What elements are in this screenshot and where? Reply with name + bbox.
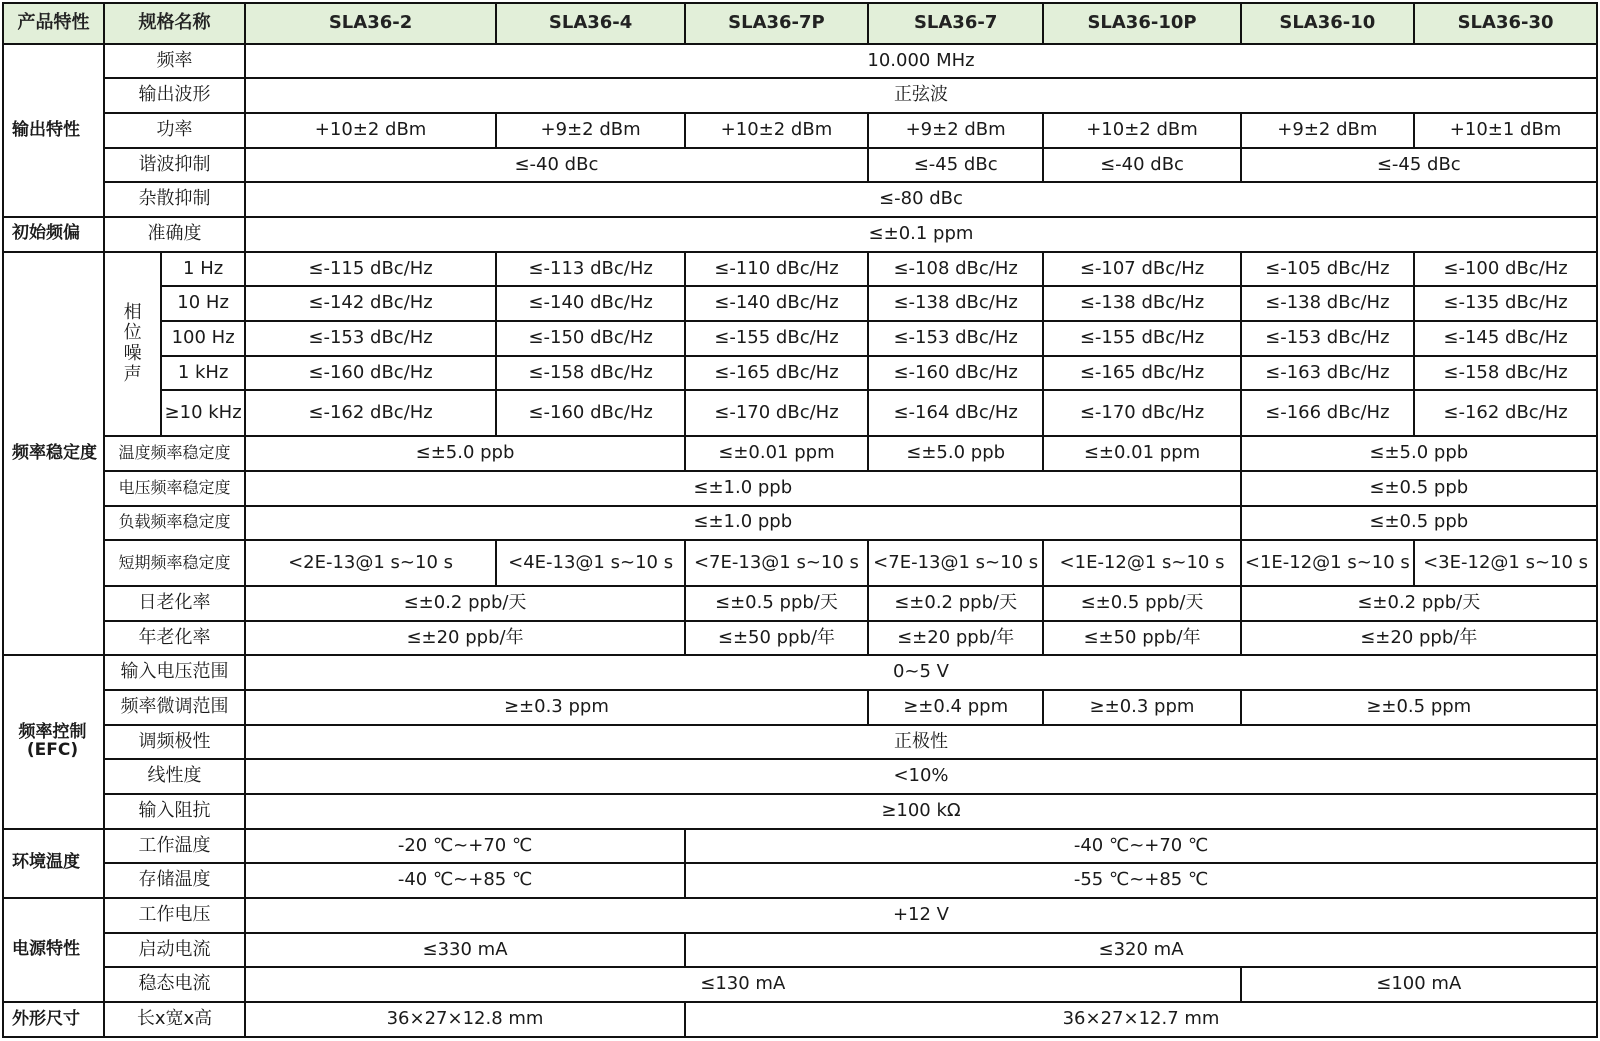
spec-label: 短期频率稳定度: [104, 540, 245, 586]
spec-value: ≤330 mA: [245, 933, 685, 968]
header-model: SLA36-4: [496, 3, 685, 44]
spec-value: ≤-162 dBc/Hz: [1414, 390, 1597, 436]
offset-label: 1 Hz: [161, 252, 245, 287]
spec-value: <3E-12@1 s~10 s: [1414, 540, 1597, 586]
spec-value: ≤±5.0 ppb: [868, 436, 1044, 471]
spec-value: 0~5 V: [245, 655, 1597, 690]
spec-value: ≤-158 dBc/Hz: [496, 356, 685, 391]
spec-value: ≤±0.5 ppb: [1241, 471, 1597, 506]
spec-value: ≤±0.1 ppm: [245, 217, 1597, 252]
spec-value: ≤-150 dBc/Hz: [496, 321, 685, 356]
spec-value: ≤-115 dBc/Hz: [245, 252, 496, 287]
category-efc-line2: (EFC): [26, 740, 79, 761]
table-row: [3, 44, 1597, 79]
spec-value: ≤-155 dBc/Hz: [1043, 321, 1240, 356]
spec-value: ≤±5.0 ppb: [245, 436, 685, 471]
spec-value: ≤-105 dBc/Hz: [1241, 252, 1415, 287]
spec-value: ≤-170 dBc/Hz: [1043, 390, 1240, 436]
table-row: [3, 286, 1597, 321]
header-row: [3, 3, 1597, 44]
spec-value: ≤-40 dBc: [245, 148, 868, 183]
spec-label: 频率: [104, 44, 245, 79]
spec-label: 输入电压范围: [104, 655, 245, 690]
category-power: 电源特性: [3, 898, 104, 1002]
spec-value: <1E-12@1 s~10 s: [1241, 540, 1415, 586]
spec-value: ≤±0.2 ppb/天: [245, 586, 685, 621]
table-row: [3, 390, 1597, 436]
header-category: 产品特性: [3, 3, 104, 44]
spec-value: ≤±0.2 ppb/天: [868, 586, 1044, 621]
offset-label: 10 Hz: [161, 286, 245, 321]
spec-value: ≤-160 dBc/Hz: [868, 356, 1044, 391]
spec-label: 长x宽x高: [104, 1002, 245, 1037]
spec-value: ≤±0.5 ppb: [1241, 506, 1597, 541]
spec-value: -40 ℃~+70 ℃: [685, 829, 1597, 864]
spec-value: ≤±1.0 ppb: [245, 506, 1241, 541]
spec-value: ≤±50 ppb/年: [1043, 621, 1240, 656]
spec-value: ≤-163 dBc/Hz: [1241, 356, 1415, 391]
spec-label: 温度频率稳定度: [104, 436, 245, 471]
spec-value: <7E-13@1 s~10 s: [868, 540, 1044, 586]
spec-value: ≤-138 dBc/Hz: [1241, 286, 1415, 321]
spec-value: ≥±0.3 ppm: [1043, 690, 1240, 725]
spec-value: ≤-135 dBc/Hz: [1414, 286, 1597, 321]
header-spec-name: 规格名称: [104, 3, 245, 44]
spec-label: 输入阻抗: [104, 794, 245, 829]
spec-value: <1E-12@1 s~10 s: [1043, 540, 1240, 586]
spec-value: ≤-100 dBc/Hz: [1414, 252, 1597, 287]
spec-value: <2E-13@1 s~10 s: [245, 540, 496, 586]
category-efc: [3, 655, 104, 828]
table-row: [3, 1002, 1597, 1037]
table-row: [3, 759, 1597, 794]
spec-label: 日老化率: [104, 586, 245, 621]
spec-label: 工作温度: [104, 829, 245, 864]
spec-label: 负载频率稳定度: [104, 506, 245, 541]
header-model: SLA36-7P: [685, 3, 868, 44]
table-row: [3, 967, 1597, 1002]
spec-value: +10±1 dBm: [1414, 113, 1597, 148]
spec-value: ≤320 mA: [685, 933, 1597, 968]
spec-value: ≤±5.0 ppb: [1241, 436, 1597, 471]
spec-value: ≤±50 ppb/年: [685, 621, 868, 656]
table-row: [3, 217, 1597, 252]
spec-value: ≤130 mA: [245, 967, 1241, 1002]
spec-label: 线性度: [104, 759, 245, 794]
header-model: SLA36-2: [245, 3, 496, 44]
spec-value: ≥±0.3 ppm: [245, 690, 868, 725]
category-output: 输出特性: [3, 44, 104, 217]
table-row: [3, 540, 1597, 586]
spec-value: -40 ℃~+85 ℃: [245, 863, 685, 898]
header-model: SLA36-7: [868, 3, 1044, 44]
spec-value: +9±2 dBm: [496, 113, 685, 148]
spec-value: -20 ℃~+70 ℃: [245, 829, 685, 864]
phase-noise-char: 位: [123, 322, 142, 344]
category-size: 外形尺寸: [3, 1002, 104, 1037]
table-row: [3, 829, 1597, 864]
spec-value: 36×27×12.7 mm: [685, 1002, 1597, 1037]
spec-value: ≤-138 dBc/Hz: [1043, 286, 1240, 321]
table-row: [3, 113, 1597, 148]
spec-value: +10±2 dBm: [245, 113, 496, 148]
spec-value: ≤-110 dBc/Hz: [685, 252, 868, 287]
category-stability: 频率稳定度: [3, 252, 104, 656]
table-row: [3, 725, 1597, 760]
category-initial-offset: 初始频偏: [3, 217, 104, 252]
spec-value: ≤-166 dBc/Hz: [1241, 390, 1415, 436]
spec-label: 稳态电流: [104, 967, 245, 1002]
spec-label: 功率: [104, 113, 245, 148]
table-row: [3, 898, 1597, 933]
table-row: [3, 356, 1597, 391]
spec-value: ≤-140 dBc/Hz: [685, 286, 868, 321]
spec-value: ≥100 kΩ: [245, 794, 1597, 829]
offset-label: 100 Hz: [161, 321, 245, 356]
table-row: [3, 321, 1597, 356]
spec-value: ≥±0.4 ppm: [868, 690, 1044, 725]
spec-value: +12 V: [245, 898, 1597, 933]
spec-value: ≤-142 dBc/Hz: [245, 286, 496, 321]
spec-value: ≤-158 dBc/Hz: [1414, 356, 1597, 391]
spec-value: ≤±0.01 ppm: [685, 436, 868, 471]
spec-value: ≤-138 dBc/Hz: [868, 286, 1044, 321]
spec-value: ≤100 mA: [1241, 967, 1597, 1002]
spec-value: 36×27×12.8 mm: [245, 1002, 685, 1037]
phase-noise-char: 声: [123, 363, 142, 385]
spec-value: ≤±20 ppb/年: [1241, 621, 1597, 656]
table-row: [3, 690, 1597, 725]
category-environment: 环境温度: [3, 829, 104, 898]
category-efc-line1: 频率控制: [18, 722, 87, 743]
spec-label: 电压频率稳定度: [104, 471, 245, 506]
spec-value: <4E-13@1 s~10 s: [496, 540, 685, 586]
spec-value: +10±2 dBm: [685, 113, 868, 148]
header-model: SLA36-10: [1241, 3, 1415, 44]
spec-value: 10.000 MHz: [245, 44, 1597, 79]
spec-value: ≤-45 dBc: [868, 148, 1044, 183]
spec-value: 正弦波: [245, 78, 1597, 113]
spec-label: 启动电流: [104, 933, 245, 968]
spec-label: 准确度: [104, 217, 245, 252]
spec-label: 年老化率: [104, 621, 245, 656]
table-row: [3, 794, 1597, 829]
spec-value: ≤-107 dBc/Hz: [1043, 252, 1240, 287]
spec-value: ≤-113 dBc/Hz: [496, 252, 685, 287]
spec-value: <10%: [245, 759, 1597, 794]
table-row: [3, 863, 1597, 898]
table-row: [3, 621, 1597, 656]
table-row: [3, 655, 1597, 690]
table-row: [3, 436, 1597, 471]
spec-value: ≤±0.5 ppb/天: [685, 586, 868, 621]
spec-value: 正极性: [245, 725, 1597, 760]
spec-label: 工作电压: [104, 898, 245, 933]
spec-value: ≤±0.5 ppb/天: [1043, 586, 1240, 621]
spec-value: ≤-153 dBc/Hz: [245, 321, 496, 356]
table-row: [3, 471, 1597, 506]
spec-value: ≤-165 dBc/Hz: [1043, 356, 1240, 391]
spec-value: ≤-80 dBc: [245, 182, 1597, 217]
spec-value: ≤-155 dBc/Hz: [685, 321, 868, 356]
table-row: [3, 252, 1597, 287]
spec-value: ≤-170 dBc/Hz: [685, 390, 868, 436]
spec-value: ≤-153 dBc/Hz: [1241, 321, 1415, 356]
spec-value: ≤-140 dBc/Hz: [496, 286, 685, 321]
spec-value: ≤-153 dBc/Hz: [868, 321, 1044, 356]
table-row: [3, 506, 1597, 541]
phase-noise-char: 噪: [123, 342, 142, 364]
table-row: [3, 933, 1597, 968]
spec-label: 杂散抑制: [104, 182, 245, 217]
table-row: [3, 78, 1597, 113]
spec-value: ≤±0.2 ppb/天: [1241, 586, 1597, 621]
spec-value: +9±2 dBm: [868, 113, 1044, 148]
spec-value: ≤-162 dBc/Hz: [245, 390, 496, 436]
spec-label: 存储温度: [104, 863, 245, 898]
spec-label: 谐波抑制: [104, 148, 245, 183]
offset-label: 1 kHz: [161, 356, 245, 391]
header-model: SLA36-30: [1414, 3, 1597, 44]
spec-value: ≤-160 dBc/Hz: [245, 356, 496, 391]
spec-value: ≥±0.5 ppm: [1241, 690, 1597, 725]
spec-label: 调频极性: [104, 725, 245, 760]
spec-value: ≤-165 dBc/Hz: [685, 356, 868, 391]
phase-noise-label: [104, 252, 161, 437]
table-row: [3, 586, 1597, 621]
spec-label: 频率微调范围: [104, 690, 245, 725]
phase-noise-char: 相: [123, 301, 142, 323]
spec-label: 输出波形: [104, 78, 245, 113]
spec-value: ≤-40 dBc: [1043, 148, 1240, 183]
spec-value: <7E-13@1 s~10 s: [685, 540, 868, 586]
spec-value: +9±2 dBm: [1241, 113, 1415, 148]
spec-value: ≤±20 ppb/年: [868, 621, 1044, 656]
spec-value: ≤-45 dBc: [1241, 148, 1597, 183]
spec-value: ≤-160 dBc/Hz: [496, 390, 685, 436]
spec-value: ≤-164 dBc/Hz: [868, 390, 1044, 436]
offset-label: ≥10 kHz: [161, 390, 245, 436]
spec-value: +10±2 dBm: [1043, 113, 1240, 148]
spec-value: ≤±20 ppb/年: [245, 621, 685, 656]
header-model: SLA36-10P: [1043, 3, 1240, 44]
table-row: [3, 148, 1597, 183]
spec-value: ≤-108 dBc/Hz: [868, 252, 1044, 287]
table-row: [3, 182, 1597, 217]
spec-table: [2, 2, 1598, 1038]
spec-value: -55 ℃~+85 ℃: [685, 863, 1597, 898]
spec-value: ≤-145 dBc/Hz: [1414, 321, 1597, 356]
spec-value: ≤±0.01 ppm: [1043, 436, 1240, 471]
spec-value: ≤±1.0 ppb: [245, 471, 1241, 506]
